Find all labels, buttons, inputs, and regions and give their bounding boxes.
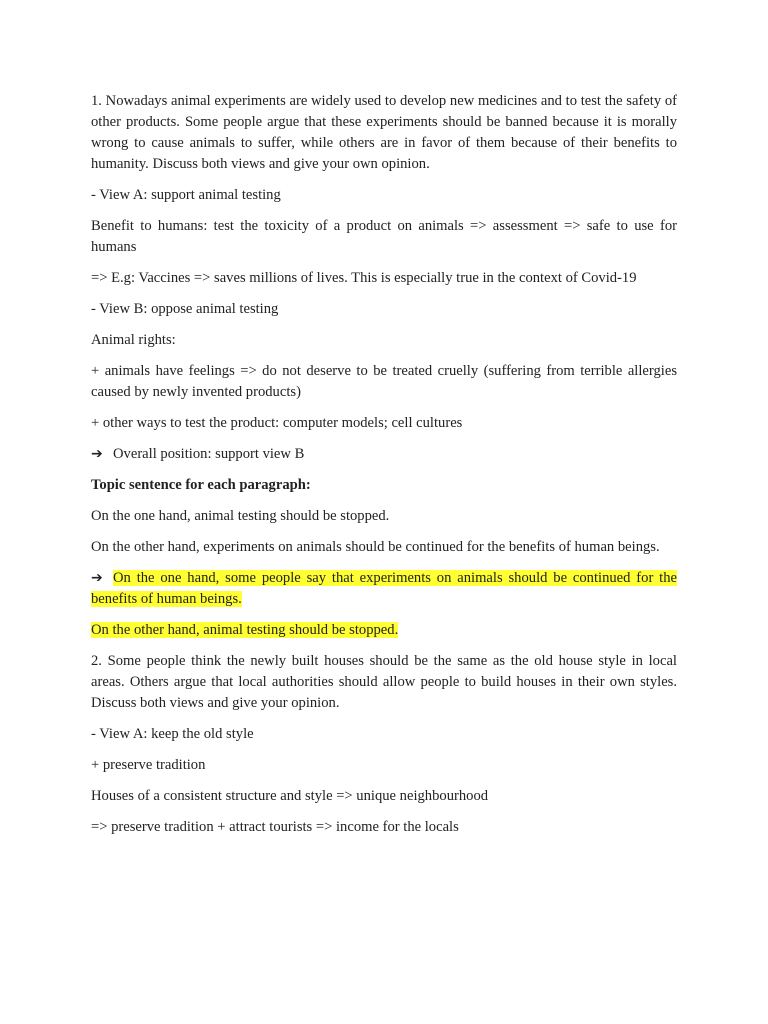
animal-rights-label: Animal rights: [91,332,176,348]
houses-point: Houses of a consistent structure and style => unique neighbourhood [91,788,489,804]
benefit-line: Benefit to humans: test the toxicity of a product on animals => assessment => safe to use for humans [91,218,677,255]
feelings-point: + animals have feelings => do not deserve to be treated cruelly (suffering from terrible allergies caused by newly invented products) [91,363,677,400]
other-ways-point: + other ways to test the product: computer models; cell cultures [91,415,463,431]
topic-sentence-heading: Topic sentence for each paragraph: [91,477,311,493]
q2-view-a-heading: - View A: keep the old style [91,726,254,742]
document-page [91,91,677,848]
arrow-right-icon: ➔ [91,570,103,586]
highlighted-sentence-1 [91,568,677,610]
topic-sentence-1: On the one hand, animal testing should be stopped. [91,508,390,524]
topic-sentence-2: On the other hand, experiments on animals should be continued for the benefits of human beings. [91,539,660,555]
preserve-tradition-point: + preserve tradition [91,757,206,773]
question-2-prompt: 2. Some people think the newly built houses should be the same as the old house style in local areas. Others argue that local authorities should allow people to build houses in their own styles. Discuss both views and give your opinion. [91,653,677,711]
example-line: => E.g: Vaccines => saves millions of lives. This is especially true in the context of Covid-19 [91,270,637,286]
question-1-prompt: 1. Nowadays animal experiments are widely used to develop new medicines and to test the safety of other products. Some people argue that these experiments should be banned because it is morally wrong to cause animals to suffer, while others are in favor of them because of their benefits to humanity. Discuss both views and give your own opinion. [91,93,677,172]
income-point: => preserve tradition + attract tourists => income for the locals [91,819,459,835]
highlight-text-1: On the one hand, some people say that experiments on animals should be continued for the benefits of human beings. [91,570,677,607]
highlight-text-2: On the other hand, animal testing should be stopped. [91,622,399,638]
overall-position-text: Overall position: support view B [113,446,305,462]
view-a-heading: - View A: support animal testing [91,187,281,203]
view-b-heading: - View B: oppose animal testing [91,301,279,317]
arrow-right-icon: ➔ [91,446,103,462]
overall-position [91,444,677,465]
highlighted-sentence-2 [91,620,677,641]
